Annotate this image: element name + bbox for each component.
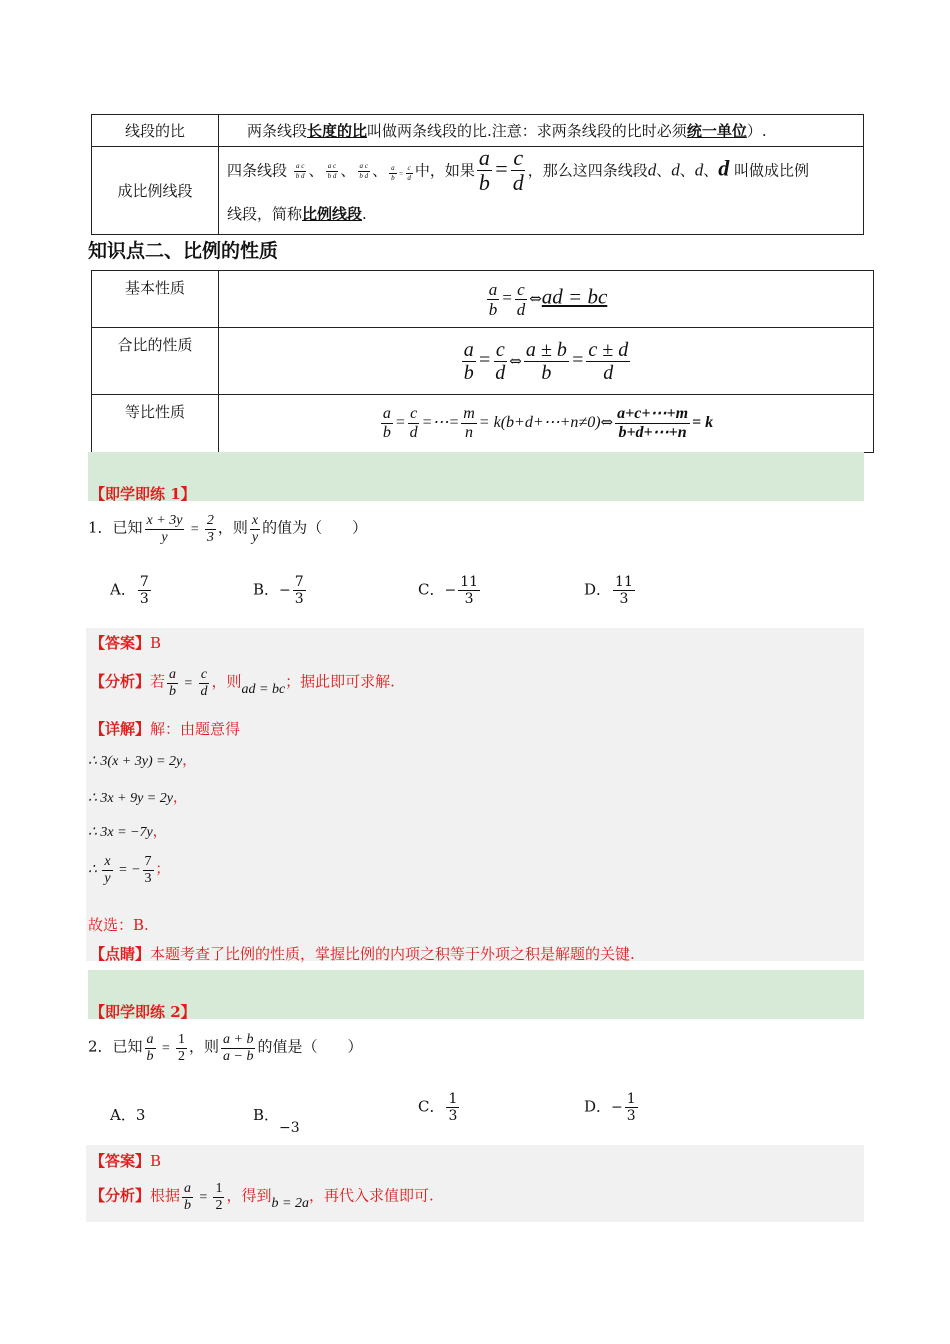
property-label: 合比的性质	[92, 328, 219, 395]
option-c[interactable]: C．− $\frac{11}{3}$	[418, 574, 479, 607]
exercise-header: 【即学即练 2】	[90, 1003, 196, 1021]
row-label: 成比例线段	[92, 147, 219, 235]
ratio-equation: $\frac{a}{b}$ = $\frac{c}{d}$	[478, 145, 524, 195]
option-a[interactable]: A． $\frac{7}{3}$	[110, 574, 149, 607]
property-label: 基本性质	[92, 271, 219, 328]
property-row-basic	[92, 271, 874, 328]
property-row-equal	[92, 395, 874, 453]
definition-table	[91, 114, 864, 235]
question-2: 2．已知 $\frac{a}{b}$ = $\frac{1}{2}$ ，则 $\frac{a + b}{a - b}$ 的值是（ ）	[88, 1032, 363, 1064]
option-b[interactable]: B．−3	[253, 1106, 300, 1136]
option-a[interactable]: A．3	[110, 1106, 146, 1124]
step-4: ∴ $\frac{x}{y}$ = − $\frac{7}{3}$ ；	[88, 854, 170, 886]
exercise-header-band	[88, 452, 864, 501]
properties-table	[91, 270, 874, 453]
point-line: 【点睛】本题考查了比例的性质，掌握比例的内项之积等于外项之积是解题的关键.	[90, 945, 635, 963]
step-3: ∴ 3x = −7y，	[88, 825, 167, 840]
exercise-header-band	[88, 970, 864, 1019]
option-b[interactable]: B．− $\frac{7}{3}$	[253, 574, 304, 607]
property-label: 等比性质	[92, 395, 219, 453]
property-formula: $\frac{a}{b}$ = $\frac{c}{d}$ =⋯= $\frac{m}{n}$ = k(b+d+⋯+n≠0)⇔ $\frac{a+c+\cdots+m}{b+d+\cdots+n}$ = k	[219, 395, 874, 453]
detail-line: 【详解】解：由题意得	[90, 720, 241, 738]
step-2: ∴ 3x + 9y = 2y，	[88, 791, 187, 806]
underline-term: 比例线段	[302, 205, 363, 223]
definition-row-proportional	[92, 147, 864, 235]
row-content: 四条线段 $\frac{\text{a c}}{\text{b d}}$ 、 $\frac{\text{a c}}{\text{b d}}$ 、 $\frac{\text{a c}}{\text{b d}}$ 、 $\frac{a}{b}$ = $\frac{c}{d}$ 中，如果 $\frac{a}{b}$ = $\frac{c}{d}$ ，那么这四条线段d、d、d、d 叫做成比例 线段，简称比例线段.	[219, 147, 864, 235]
analysis-line: 【分析】若 $\frac{a}{b}$ = $\frac{c}{d}$ ，则ad = bc；据此即可求解.	[90, 667, 395, 699]
option-d[interactable]: D． $\frac{11}{3}$	[584, 574, 633, 607]
analysis-line: 【分析】根据 $\frac{a}{b}$ = $\frac{1}{2}$ ，得到b = 2a，再代入求值即可.	[90, 1181, 434, 1213]
property-formula: $\frac{a}{b}$ = $\frac{c}{d}$ ⇔ $\frac{a \pm b}{b}$ = $\frac{c \pm d}{d}$	[219, 328, 874, 395]
row-label: 线段的比	[92, 115, 219, 147]
section-title: 知识点二、比例的性质	[88, 240, 279, 262]
row-content: 两条线段长度的比叫做两条线段的比.注意：求两条线段的比时必须统一单位）.	[219, 115, 864, 147]
choice-line: 故选：B.	[88, 916, 149, 934]
option-c[interactable]: C． $\frac{1}{3}$	[418, 1091, 458, 1124]
underline-term: 统一单位	[686, 122, 747, 140]
question-1: 1．已知 $\frac{x + 3y}{y}$ = $\frac{2}{3}$ ，则 $\frac{x}{y}$ 的值为（ ）	[88, 513, 368, 545]
answer-line: 【答案】B	[90, 634, 162, 652]
property-formula: $\frac{a}{b}$ = $\frac{c}{d}$ ⇔ad = bc	[219, 271, 874, 328]
option-d[interactable]: D．− $\frac{1}{3}$	[584, 1091, 636, 1124]
exercise-header: 【即学即练 1】	[90, 485, 196, 503]
property-row-sum	[92, 328, 874, 395]
step-1: ∴ 3(x + 3y) = 2y，	[88, 754, 197, 769]
answer-line: 【答案】B	[90, 1152, 162, 1170]
underline-term: 长度的比	[307, 122, 368, 140]
definition-row-ratio	[92, 115, 864, 147]
